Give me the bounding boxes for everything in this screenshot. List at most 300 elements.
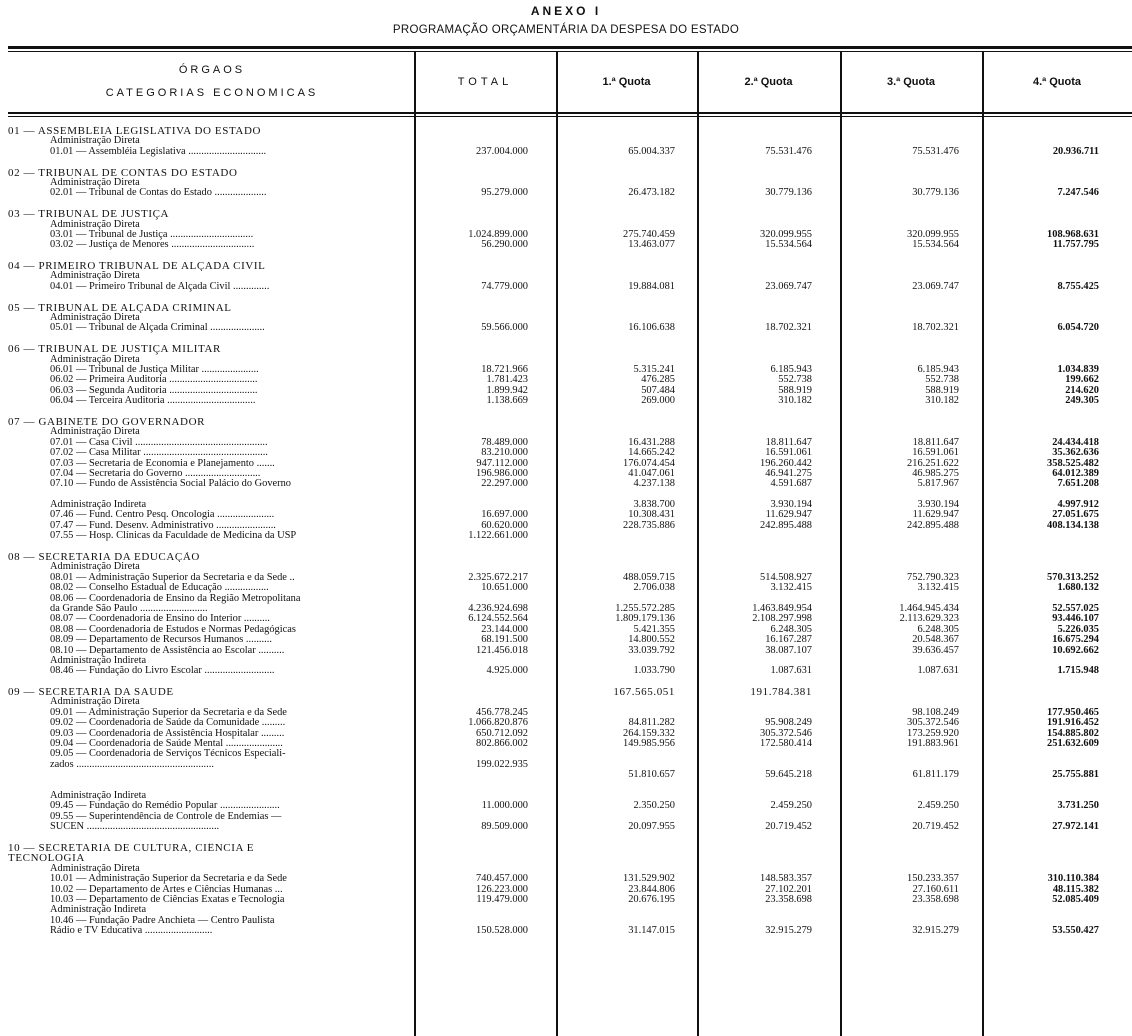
- quota-2-value: 588.919: [778, 384, 812, 396]
- quota-4-value: 25.755.881: [1052, 769, 1099, 781]
- quota-4-value: 16.675.294: [1052, 634, 1099, 646]
- total-value: 11.000.000: [481, 800, 528, 812]
- total-value: 237.004.000: [476, 145, 528, 157]
- row-label: 08.02 — Conselho Estadual de Educação .................: [50, 583, 269, 594]
- row-label: 04 — PRIMEIRO TRIBUNAL DE ALÇADA CIVIL: [8, 261, 266, 272]
- spacer-row: [0, 407, 1132, 417]
- table-row: [0, 230, 1132, 240]
- row-label: Administração Direta: [50, 177, 140, 188]
- table-row: [0, 479, 1132, 489]
- quota-2-value: 4.591.687: [770, 478, 812, 490]
- quota-2-value: 15.534.564: [765, 239, 812, 251]
- table-row: [0, 708, 1132, 718]
- quota-2-value: 23.358.698: [765, 893, 812, 905]
- quota-3-value: 305.372.546: [907, 717, 959, 729]
- quota-3-value: 23.069.747: [912, 280, 959, 292]
- quota-3-value: 2.113.629.323: [899, 613, 959, 625]
- row-label: 08.08 — Coordenadoria de Estudos e Normas Pedagógicas: [50, 624, 296, 635]
- quota-3-value: 752.790.323: [907, 571, 959, 583]
- row-label: 09.55 — Superintendência de Controle de Endemias —: [50, 811, 282, 822]
- total-value: 456.778.245: [476, 706, 528, 718]
- table-row: [0, 573, 1132, 583]
- categorias-header: CATEGORIAS ECONOMICAS: [105, 87, 319, 99]
- total-value: 196.986.000: [476, 467, 528, 479]
- quota-1-value: 228.735.886: [623, 519, 675, 531]
- row-label: 07.10 — Fundo de Assistência Social Palácio do Governo: [50, 479, 291, 490]
- quota-2-value: 320.099.955: [760, 228, 812, 240]
- group-row: [0, 843, 1132, 853]
- quota-4-value: 154.885.802: [1047, 727, 1099, 739]
- subgroup-row: [0, 178, 1132, 188]
- table-row: [0, 822, 1132, 832]
- quota-4-value: 27.051.675: [1052, 509, 1099, 521]
- row-label: 08 — SECRETARIA DA EDUCAÇÃO: [8, 552, 200, 563]
- quota-3-value: 27.160.611: [912, 883, 959, 895]
- subgroup-row: [0, 313, 1132, 323]
- quota-1-value: 167.565.051: [613, 686, 675, 699]
- table-row: [0, 666, 1132, 676]
- quota-1-value: 13.463.077: [628, 239, 675, 251]
- row-label: 10.46 — Fundação Padre Anchieta — Centro Paulista: [50, 915, 275, 926]
- quota-1-value: 14.665.242: [628, 447, 675, 459]
- row-label: 07.46 — Fund. Centro Pesq. Oncologia ......................: [50, 510, 275, 521]
- row-label: Administração Indireta: [50, 905, 147, 916]
- quota-4-value: 6.054.720: [1057, 322, 1099, 334]
- row-label: 09.04 — Coordenadoria de Saúde Mental ......................: [50, 739, 283, 750]
- quota-1-value: 264.159.332: [623, 727, 675, 739]
- row-label: 07 — GABINETE DO GOVERNADOR: [8, 416, 206, 428]
- quota-4-value: 35.362.636: [1052, 447, 1099, 459]
- row-label: 08.09 — Departamento de Recursos Humanos ..........: [50, 635, 272, 646]
- table-row: [0, 770, 1132, 780]
- quota-2-value: 2.108.297.998: [752, 613, 812, 625]
- row-label: 07.04 — Secretaria do Governo .............................: [50, 468, 261, 479]
- quota-2-value: 148.583.357: [760, 873, 812, 885]
- total-value: 4.236.924.698: [468, 602, 528, 614]
- row-label: 09.02 — Coordenadoria de Saúde da Comunidade .........: [50, 718, 286, 729]
- total-value: 1.122.661.000: [468, 530, 528, 542]
- table-row: [0, 760, 1132, 770]
- row-label: 07.55 — Hosp. Clínicas da Faculdade de Medicina da USP: [50, 531, 297, 542]
- quota-1-value: 31.147.015: [628, 925, 675, 937]
- table-row: [0, 718, 1132, 728]
- table-row: [0, 926, 1132, 936]
- quota-1-value: 4.237.138: [633, 478, 675, 490]
- table-row: [0, 646, 1132, 656]
- quota-2-value: 191.784.381: [750, 686, 812, 699]
- row-label: 09.45 — Fundação do Remédio Popular .......................: [50, 801, 280, 812]
- row-label: 08.10 — Departamento de Assistência ao Escolar ..........: [50, 645, 285, 656]
- total-value: 119.479.000: [476, 893, 528, 905]
- quota-3-value: 46.985.275: [912, 467, 959, 479]
- quota-4-value: 191.916.452: [1047, 717, 1099, 729]
- spacer-row: [0, 251, 1132, 261]
- group-row: [0, 126, 1132, 136]
- total-value: 740.457.000: [476, 873, 528, 885]
- row-label: 10.01 — Administração Superior da Secretaria e da Sede: [50, 874, 287, 885]
- row-label: 06.01 — Tribunal de Justiça Militar ......................: [50, 364, 259, 375]
- table-row: [0, 635, 1132, 645]
- quota-1-value: 16.431.288: [628, 436, 675, 448]
- quota-4-value: 52.085.409: [1052, 893, 1099, 905]
- quota-3-value: 5.817.967: [917, 478, 959, 490]
- quota-3-value: 310.182: [925, 395, 959, 407]
- quota-2-value: 20.719.452: [765, 821, 812, 833]
- quota-4-value: 249.305: [1065, 395, 1099, 407]
- budget-table-body: [0, 126, 1132, 936]
- quota-2-value: 18.811.647: [765, 436, 812, 448]
- row-label: 06 — TRIBUNAL DE JUSTIÇA MILITAR: [8, 344, 221, 355]
- quota-2-value: 3.132.415: [770, 582, 812, 594]
- quota-4-value: 570.313.252: [1047, 571, 1099, 583]
- total-value: 126.223.000: [476, 883, 528, 895]
- total-value: 6.124.552.564: [468, 613, 528, 625]
- subgroup-row: [0, 427, 1132, 437]
- total-value: 22.297.000: [481, 478, 528, 490]
- table-row: [0, 729, 1132, 739]
- total-value: 2.325.672.217: [468, 571, 528, 583]
- row-label: 09.01 — Administração Superior da Secretaria e da Sede: [50, 707, 287, 718]
- row-label: Administração Direta: [50, 427, 140, 438]
- quota-3-value: 32.915.279: [912, 925, 959, 937]
- total-value: 59.566.000: [481, 322, 528, 334]
- quota-4-value: 1.034.839: [1057, 363, 1099, 375]
- quota-1-value: 84.811.282: [628, 717, 675, 729]
- row-label: Administração Direta: [50, 354, 140, 365]
- row-label: Rádio e TV Educativa ..........................: [50, 926, 213, 937]
- quota-2-value: 6.248.305: [770, 623, 812, 635]
- quota-2-header: 2.ª Quota: [744, 76, 793, 88]
- quota-4-value: 11.757.795: [1052, 239, 1099, 251]
- quota-4-value: 108.968.631: [1047, 228, 1099, 240]
- table-row: [0, 365, 1132, 375]
- row-label: 03.01 — Tribunal de Justiça ................................: [50, 229, 254, 240]
- quota-1-value: 65.004.337: [628, 145, 675, 157]
- header-bottom-rule-thin: [8, 116, 1132, 117]
- row-label: zados .....................................................: [50, 759, 214, 770]
- quota-3-value: 6.185.943: [917, 363, 959, 375]
- quota-4-header: 4.ª Quota: [1032, 76, 1082, 88]
- total-value: 150.528.000: [476, 925, 528, 937]
- quota-4-value: 64.012.389: [1052, 467, 1099, 479]
- subgroup-row: [0, 271, 1132, 281]
- spacer-row: [0, 833, 1132, 843]
- table-row: [0, 510, 1132, 520]
- quota-4-value: 1.680.132: [1057, 582, 1099, 594]
- quota-3-value: 2.459.250: [917, 800, 959, 812]
- subgroup-row: [0, 562, 1132, 572]
- spacer-row: [0, 677, 1132, 687]
- quota-3-value: 98.108.249: [912, 706, 959, 718]
- top-rule: [8, 46, 1132, 49]
- quota-3-value: 61.811.179: [912, 769, 959, 781]
- row-label: TECNOLOGIA: [8, 853, 85, 864]
- group-row: [0, 417, 1132, 427]
- quota-2-value: 18.702.321: [765, 322, 812, 334]
- quota-1-value: 14.800.552: [628, 634, 675, 646]
- quota-4-value: 199.662: [1065, 374, 1099, 386]
- quota-4-value: 408.134.138: [1047, 519, 1099, 531]
- header-bottom-rule: [8, 112, 1132, 114]
- table-row: [0, 240, 1132, 250]
- table-row: [0, 459, 1132, 469]
- quota-4-value: 8.755.425: [1057, 280, 1099, 292]
- quota-1-value: 5.315.241: [633, 363, 675, 375]
- quota-3-value: 20.548.367: [912, 634, 959, 646]
- quota-4-value: 4.997.912: [1057, 499, 1099, 511]
- total-value: 60.620.000: [481, 519, 528, 531]
- table-row: [0, 801, 1132, 811]
- quota-2-value: 30.779.136: [765, 187, 812, 199]
- quota-1-header: 1.ª Quota: [602, 76, 651, 88]
- quota-4-value: 177.950.465: [1047, 706, 1099, 718]
- quota-1-value: 10.308.431: [628, 509, 675, 521]
- group-row: [0, 344, 1132, 354]
- quota-3-value: 23.358.698: [912, 893, 959, 905]
- quota-1-value: 2.350.250: [633, 800, 675, 812]
- table-row: [0, 282, 1132, 292]
- row-label: SUCEN ...................................................: [50, 822, 220, 833]
- quota-2-value: 95.908.249: [765, 717, 812, 729]
- row-label: 06.03 — Segunda Auditoria ..................................: [50, 385, 258, 396]
- subgroup-row: [0, 136, 1132, 146]
- quota-2-value: 6.185.943: [770, 363, 812, 375]
- quota-2-value: 59.645.218: [765, 769, 812, 781]
- quota-4-value: 251.632.609: [1047, 738, 1099, 750]
- total-value: 1.781.423: [486, 374, 528, 386]
- quota-3-value: 39.636.457: [912, 644, 959, 656]
- row-label: 06.02 — Primeira Auditoria ..................................: [50, 375, 258, 386]
- quota-1-value: 488.059.715: [623, 571, 675, 583]
- quota-3-value: 6.248.305: [917, 623, 959, 635]
- quota-1-value: 269.000: [641, 395, 675, 407]
- quota-2-value: 3.930.194: [770, 499, 812, 511]
- quota-1-value: 1.809.179.136: [615, 613, 675, 625]
- table-row: [0, 438, 1132, 448]
- orgaos-header: ÓRGAOS: [178, 64, 246, 76]
- quota-3-value: 150.233.357: [907, 873, 959, 885]
- total-value: 1.066.820.876: [468, 717, 528, 729]
- quota-4-value: 53.550.427: [1052, 925, 1099, 937]
- quota-4-value: 1.715.948: [1057, 665, 1099, 677]
- total-value: 650.712.092: [476, 727, 528, 739]
- row-label: 08.46 — Fundação do Livro Escolar ...........................: [50, 666, 275, 677]
- quota-3-value: 1.087.631: [917, 665, 959, 677]
- table-row: [0, 604, 1132, 614]
- quota-1-value: 1.255.572.285: [615, 602, 675, 614]
- quota-2-value: 32.915.279: [765, 925, 812, 937]
- spacer-row: [0, 542, 1132, 552]
- row-label: Administração Direta: [50, 313, 140, 324]
- subgroup-row: [0, 220, 1132, 230]
- table-row: [0, 885, 1132, 895]
- table-row: [0, 448, 1132, 458]
- quota-1-value: 149.985.956: [623, 738, 675, 750]
- quota-1-value: 5.421.355: [633, 623, 675, 635]
- row-label: 06.04 — Terceira Auditoria ..................................: [50, 396, 256, 407]
- total-value: 10.651.000: [481, 582, 528, 594]
- quota-1-value: 20.097.955: [628, 821, 675, 833]
- table-row: [0, 396, 1132, 406]
- subgroup-row: [0, 697, 1132, 707]
- quota-2-value: 1.087.631: [770, 665, 812, 677]
- quota-2-value: 46.941.275: [765, 467, 812, 479]
- row-label: 03 — TRIBUNAL DE JUSTIÇA: [8, 209, 170, 220]
- quota-4-value: 214.620: [1065, 384, 1099, 396]
- quota-3-value: 18.811.647: [912, 436, 959, 448]
- row-label: 04.01 — Primeiro Tribunal de Alçada Civil ..............: [50, 281, 270, 292]
- subgroup-row: [0, 864, 1132, 874]
- table-row: [0, 521, 1132, 531]
- subgroup-row: [0, 500, 1132, 510]
- quota-4-value: 48.115.382: [1052, 883, 1099, 895]
- table-row: [0, 749, 1132, 759]
- quota-3-value: 75.531.476: [912, 145, 959, 157]
- quota-2-value: 11.629.947: [765, 509, 812, 521]
- total-value: 74.779.000: [481, 280, 528, 292]
- quota-3-value: 216.251.622: [907, 457, 959, 469]
- quota-3-value: 15.534.564: [912, 239, 959, 251]
- group-row: [0, 168, 1132, 178]
- row-label: 01 — ASSEMBLÉIA LEGISLATIVA DO ESTADO: [8, 126, 262, 137]
- quota-4-value: 24.434.418: [1052, 436, 1099, 448]
- quota-1-value: 1.033.790: [633, 665, 675, 677]
- quota-4-value: 93.446.107: [1052, 613, 1099, 625]
- total-value: 83.210.000: [481, 447, 528, 459]
- quota-3-value: 30.779.136: [912, 187, 959, 199]
- row-label: 08.01 — Administração Superior da Secretaria e da Sede ..: [50, 572, 295, 583]
- document-title: PROGRAMAÇÃO ORÇAMENTÁRIA DA DESPESA DO ESTADO: [392, 24, 740, 36]
- quota-1-value: 19.884.081: [628, 280, 675, 292]
- table-row: [0, 323, 1132, 333]
- quota-4-value: 310.110.384: [1047, 873, 1099, 885]
- table-row: [0, 812, 1132, 822]
- table-row: [0, 583, 1132, 593]
- table-row: [0, 594, 1132, 604]
- quota-2-value: 172.580.414: [760, 738, 812, 750]
- total-value: 18.721.966: [481, 363, 528, 375]
- quota-1-value: 41.047.061: [628, 467, 675, 479]
- quota-4-value: 7.247.546: [1057, 187, 1099, 199]
- row-label: 10.03 — Departamento de Ciências Exatas e Tecnologia: [50, 894, 285, 905]
- quota-1-value: 20.676.195: [628, 893, 675, 905]
- quota-2-value: 514.508.927: [760, 571, 812, 583]
- quota-1-value: 131.529.902: [623, 873, 675, 885]
- quota-2-value: 27.102.201: [765, 883, 812, 895]
- quota-4-value: 20.936.711: [1052, 145, 1099, 157]
- row-label: 09 — SECRETARIA DA SAÚDE: [8, 687, 174, 698]
- group-row: [0, 552, 1132, 562]
- quota-1-value: 51.810.657: [628, 769, 675, 781]
- quota-1-value: 176.074.454: [623, 457, 675, 469]
- total-value: 121.456.018: [476, 644, 528, 656]
- spacer-row: [0, 199, 1132, 209]
- subgroup-row: [0, 905, 1132, 915]
- quota-1-value: 33.039.792: [628, 644, 675, 656]
- row-label: 09.05 — Coordenadoria de Serviços Técnicos Especiali-: [50, 749, 286, 760]
- quota-3-value: 20.719.452: [912, 821, 959, 833]
- quota-3-value: 173.259.920: [907, 727, 959, 739]
- quota-2-value: 38.087.107: [765, 644, 812, 656]
- row-label: Administração Indireta: [50, 791, 147, 801]
- quota-4-value: 358.525.482: [1047, 457, 1099, 469]
- spacer-row: [0, 292, 1132, 302]
- quota-2-value: 310.182: [778, 395, 812, 407]
- quota-1-value: 507.484: [641, 384, 675, 396]
- group-row: [0, 687, 1132, 697]
- row-label: 05 — TRIBUNAL DE ALÇADA CRIMINAL: [8, 302, 232, 314]
- row-label: Administração Direta: [50, 562, 140, 573]
- quota-1-value: 3.838.700: [633, 499, 675, 511]
- total-value: 56.290.000: [481, 239, 528, 251]
- table-row: [0, 739, 1132, 749]
- quota-2-value: 1.463.849.954: [752, 602, 812, 614]
- quota-4-value: 10.692.662: [1052, 644, 1099, 656]
- table-row: [0, 375, 1132, 385]
- quota-3-value: 320.099.955: [907, 228, 959, 240]
- row-label: 07.01 — Casa Civil ...................................................: [50, 437, 268, 448]
- quota-2-value: 16.591.061: [765, 447, 812, 459]
- quota-1-value: 275.740.459: [623, 228, 675, 240]
- group-row: [0, 853, 1132, 863]
- spacer-row: [0, 334, 1132, 344]
- row-label: 02.01 — Tribunal de Contas do Estado ....................: [50, 188, 267, 199]
- row-label: Administração Direta: [50, 219, 140, 230]
- spacer-row: [0, 781, 1132, 791]
- spacer-row: [0, 157, 1132, 167]
- total-value: 4.925.000: [486, 665, 528, 677]
- total-value: 78.489.000: [481, 436, 528, 448]
- subgroup-row: [0, 791, 1132, 801]
- row-label: Administração Direta: [50, 697, 140, 708]
- quota-4-value: 27.972.141: [1052, 821, 1099, 833]
- total-value: 1.899.942: [486, 384, 528, 396]
- table-row: [0, 188, 1132, 198]
- row-label: Administração Direta: [50, 136, 140, 147]
- quota-3-value: 588.919: [925, 384, 959, 396]
- quota-2-value: 242.895.488: [760, 519, 812, 531]
- quota-1-value: 26.473.182: [628, 187, 675, 199]
- quota-1-value: 2.706.038: [633, 582, 675, 594]
- total-header: TOTAL: [457, 76, 513, 88]
- quota-1-value: 23.844.806: [628, 883, 675, 895]
- quota-3-value: 1.464.945.434: [899, 602, 959, 614]
- total-value: 68.191.500: [481, 634, 528, 646]
- row-label: 05.01 — Tribunal de Alçada Criminal .....................: [50, 323, 265, 334]
- row-label: Administração Indireta: [50, 655, 147, 666]
- quota-3-value: 18.702.321: [912, 322, 959, 334]
- row-label: 09.03 — Coordenadoria de Assistência Hospitalar .........: [50, 728, 285, 739]
- row-label: 02 — TRIBUNAL DE CONTAS DO ESTADO: [8, 167, 238, 178]
- row-label: 03.02 — Justiça de Menores ................................: [50, 240, 255, 251]
- table-row: [0, 614, 1132, 624]
- quota-3-value: 16.591.061: [912, 447, 959, 459]
- quota-3-value: 3.930.194: [917, 499, 959, 511]
- row-label: Administração Indireta: [50, 500, 147, 511]
- quota-2-value: 196.260.442: [760, 457, 812, 469]
- quota-1-value: 16.106.638: [628, 322, 675, 334]
- total-value: 802.866.002: [476, 738, 528, 750]
- annex-title: ANEXO I: [530, 4, 602, 18]
- quota-2-value: 75.531.476: [765, 145, 812, 157]
- row-label: 08.06 — Coordenadoria de Ensino da Região Metropolitana: [50, 593, 301, 604]
- quota-1-value: 476.285: [641, 374, 675, 386]
- total-value: 89.509.000: [481, 821, 528, 833]
- table-row: [0, 531, 1132, 541]
- total-value: 23.144.000: [481, 623, 528, 635]
- row-label: Administração Direta: [50, 271, 140, 282]
- total-value: 947.112.000: [476, 457, 528, 469]
